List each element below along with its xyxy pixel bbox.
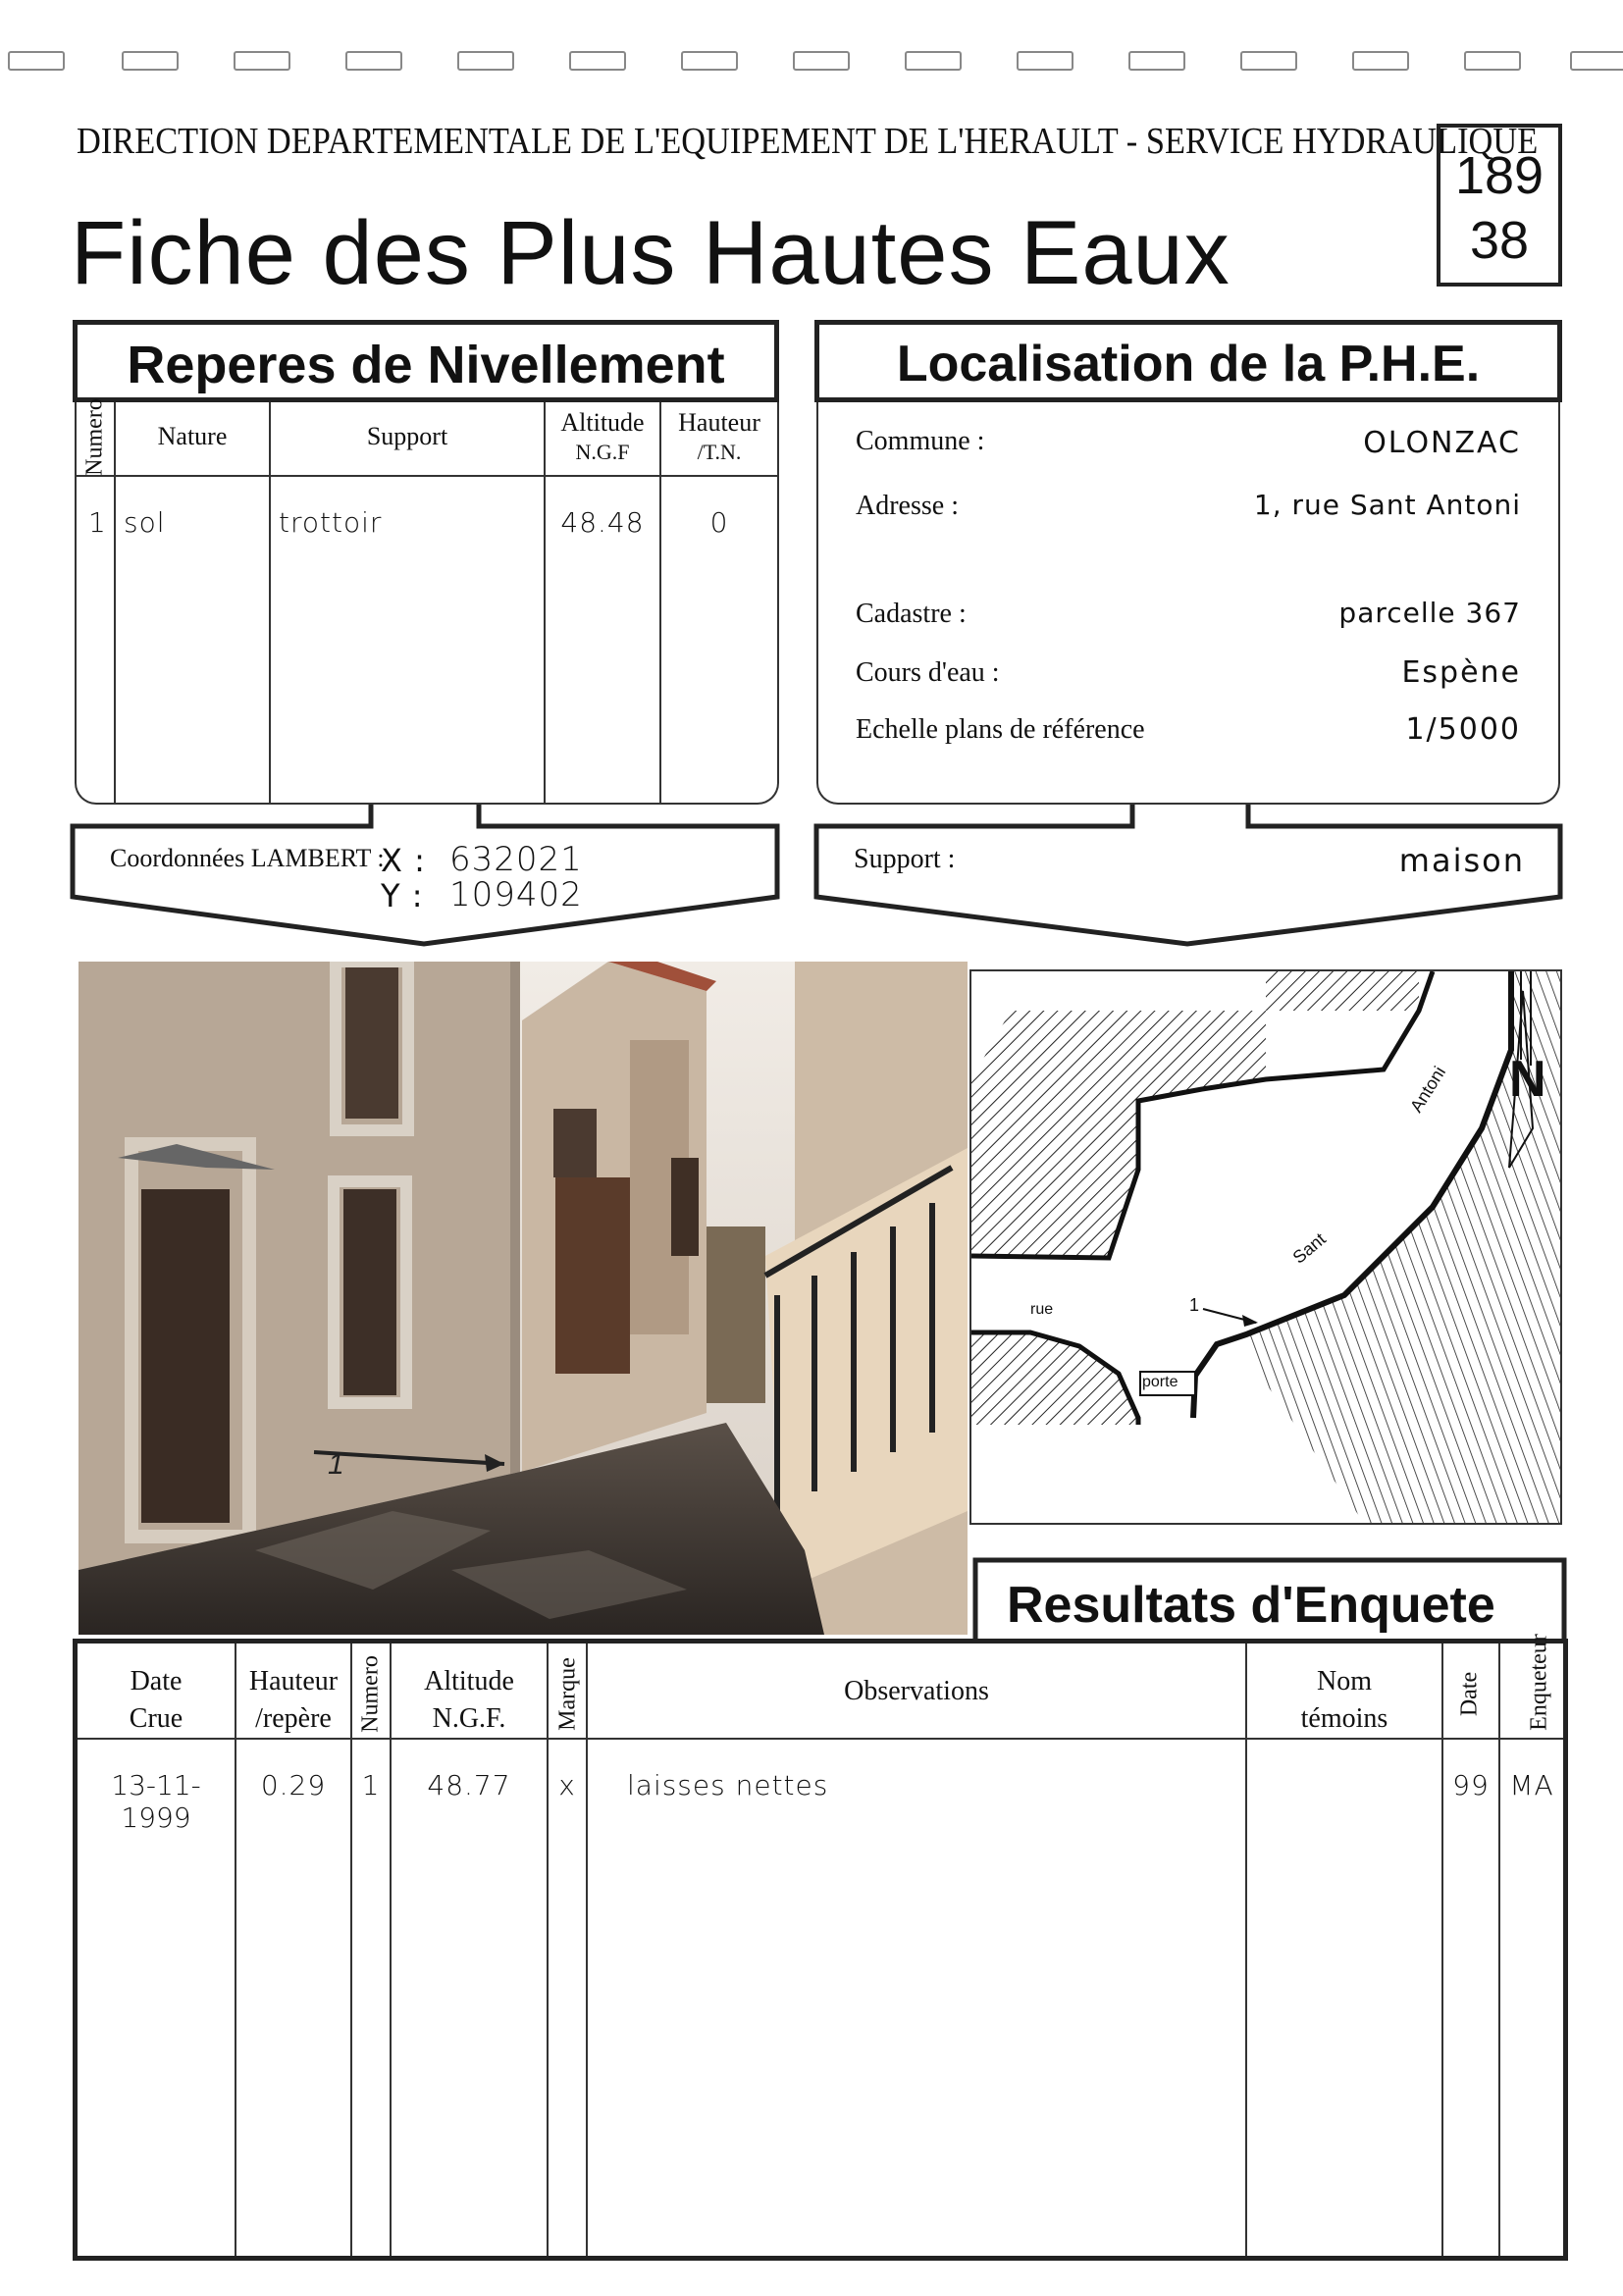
echelle-value: 1/5000 xyxy=(1405,712,1521,747)
cadastre-label: Cadastre : xyxy=(856,599,967,629)
punch-hole xyxy=(1352,51,1409,71)
adresse-value: 1, rue Sant Antoni xyxy=(1253,489,1521,521)
col-marque: Marque xyxy=(554,1657,581,1731)
map-label-antoni: Antoni xyxy=(1406,1063,1450,1117)
reperes-title-box xyxy=(73,320,779,402)
cell-hauteur: 0.29 xyxy=(260,1769,327,1801)
punch-hole xyxy=(569,51,626,71)
col-hauteur-line1: Hauteur xyxy=(248,1666,339,1696)
location-map xyxy=(969,969,1562,1525)
col-altitude-ngf xyxy=(392,1663,547,1738)
fiche-number-badge xyxy=(1437,124,1562,287)
adresse-label: Adresse : xyxy=(856,491,959,521)
reperes-title: Reperes de Nivellement xyxy=(127,336,725,394)
punch-hole xyxy=(8,51,65,71)
cell-altitude: 48.77 xyxy=(427,1769,511,1801)
col-altitude-line1: Altitude xyxy=(560,408,645,437)
punch-hole xyxy=(1570,51,1623,71)
cell-nature: sol xyxy=(124,506,166,539)
punch-hole xyxy=(793,51,850,71)
lambert-y-value: 109402 xyxy=(449,875,583,914)
commune-value: OLONZAC xyxy=(1363,426,1521,460)
punch-hole xyxy=(1464,51,1521,71)
map-label-rue: rue xyxy=(1030,1301,1054,1318)
lambert-y-label: Y : xyxy=(381,877,424,914)
col-hauteur-line2: /repère xyxy=(255,1703,332,1734)
echelle-label: Echelle plans de référence xyxy=(856,714,1145,745)
cell-observations: laisses nettes xyxy=(627,1769,829,1801)
col-nom-line2: témoins xyxy=(1300,1703,1388,1734)
map-label-porte: porte xyxy=(1142,1374,1178,1390)
map-label-sant: Sant xyxy=(1288,1228,1330,1268)
punch-hole xyxy=(345,51,402,71)
punch-hole xyxy=(1128,51,1185,71)
punch-hole xyxy=(122,51,179,71)
localisation-title: Localisation de la P.H.E. xyxy=(896,336,1481,392)
cours-value: Espène xyxy=(1401,655,1521,690)
cell-date: 13-11-1999 xyxy=(111,1769,201,1834)
cell-date-enquete: 99 xyxy=(1452,1769,1490,1801)
map-drawing xyxy=(971,971,1560,1523)
col-hauteur xyxy=(661,408,777,467)
cours-label: Cours d'eau : xyxy=(856,657,1000,688)
badge-bottom: 38 xyxy=(1469,211,1530,270)
reperes-table xyxy=(75,398,779,805)
cell-numero: 1 xyxy=(361,1769,381,1801)
map-marker-number: 1 xyxy=(1189,1295,1200,1315)
street-photo xyxy=(79,962,968,1635)
resultats-title: Resultats d'Enquete xyxy=(1007,1577,1495,1634)
north-icon: N xyxy=(1509,1051,1546,1108)
col-nom-temoins xyxy=(1247,1663,1441,1738)
col-altitude-line1: Altitude xyxy=(424,1666,514,1696)
col-hauteur-line1: Hauteur xyxy=(678,408,760,437)
cell-hauteur: 0 xyxy=(709,506,729,539)
col-support: Support xyxy=(366,422,448,450)
department-line: DIRECTION DEPARTEMENTALE DE L'EQUIPEMENT DE L'HERAULT - SERVICE HYDRAULIQUE xyxy=(77,121,1539,162)
col-numero: Numero xyxy=(357,1655,384,1733)
col-observations: Observations xyxy=(844,1676,989,1706)
col-nom-line1: Nom xyxy=(1317,1666,1372,1696)
col-altitude xyxy=(546,408,659,467)
commune-label: Commune : xyxy=(856,426,985,456)
col-nature: Nature xyxy=(157,422,228,450)
punch-hole xyxy=(681,51,738,71)
support-value: maison xyxy=(1398,842,1525,879)
col-hauteur-repere xyxy=(236,1663,350,1738)
col-altitude-line2: N.G.F. xyxy=(432,1703,506,1734)
col-date-enquete: Date xyxy=(1456,1671,1483,1717)
support-label: Support : xyxy=(854,844,956,874)
cell-altitude: 48.48 xyxy=(560,506,645,539)
cadastre-value: parcelle 367 xyxy=(1338,597,1521,629)
localisation-fields xyxy=(856,402,1521,795)
lambert-x-label: X : xyxy=(381,842,426,879)
page-title: Fiche des Plus Hautes Eaux xyxy=(71,203,1230,303)
punch-hole xyxy=(1240,51,1297,71)
cell-enqueteur: MA xyxy=(1509,1769,1554,1801)
punch-hole xyxy=(234,51,290,71)
photo-annotation: 1 xyxy=(328,1448,344,1481)
col-date-crue xyxy=(78,1663,235,1738)
resultats-table xyxy=(73,1634,1568,2261)
localisation-panel xyxy=(816,402,1560,805)
punch-hole xyxy=(905,51,962,71)
badge-top: 189 xyxy=(1454,146,1544,205)
col-date-line2: Crue xyxy=(129,1703,183,1734)
cell-support: trottoir xyxy=(279,506,383,539)
localisation-title-box xyxy=(814,320,1562,402)
col-altitude-line2: N.G.F xyxy=(575,440,630,464)
punch-hole xyxy=(1017,51,1073,71)
cell-numero: 1 xyxy=(88,506,107,539)
lambert-x-value: 632021 xyxy=(449,840,583,879)
punch-hole xyxy=(457,51,514,71)
lambert-label: Coordonnées LAMBERT : xyxy=(110,844,385,872)
cell-marque: x xyxy=(558,1769,576,1801)
lambert-arrow-box xyxy=(69,803,785,950)
col-hauteur-line2: /T.N. xyxy=(697,440,742,464)
col-date-line1: Date xyxy=(130,1666,183,1696)
col-numero: Numero xyxy=(81,398,108,476)
col-enqueteur: Enqueteur xyxy=(1526,1634,1552,1731)
